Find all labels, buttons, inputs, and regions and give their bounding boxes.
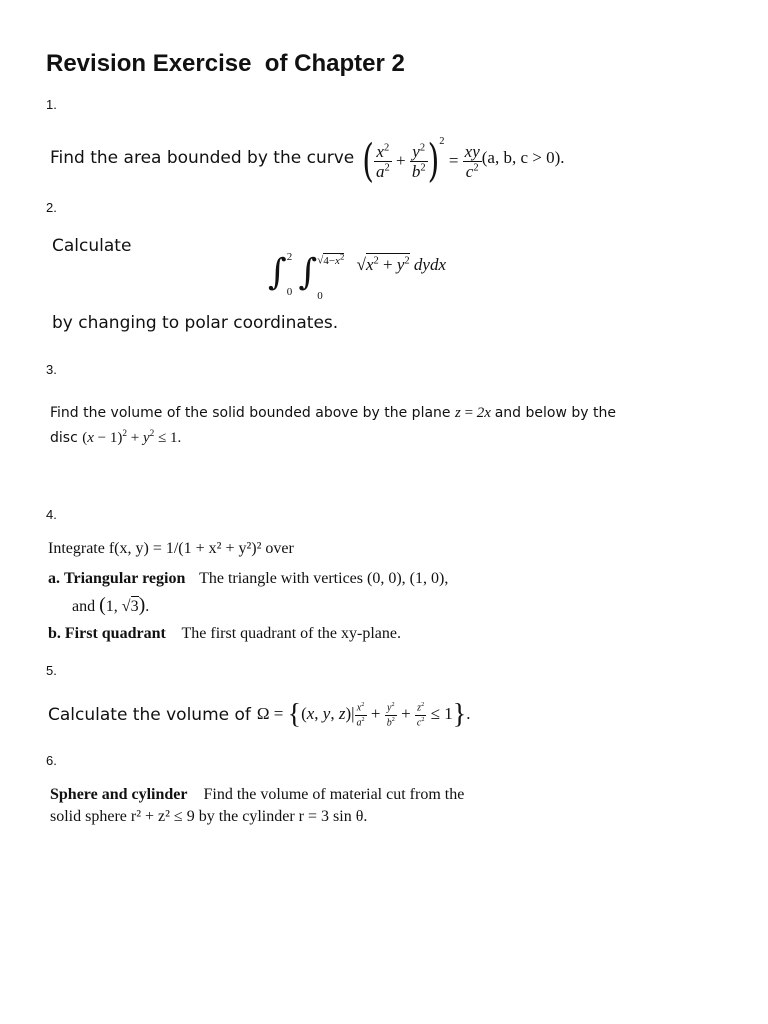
question-6-text: Find the volume of material cut from the bbox=[203, 786, 465, 803]
question-6-line-2: solid sphere r² + z² ≤ 9 by the cylinder r = 3 sin θ. bbox=[50, 808, 368, 825]
part-a-text: The triangle with vertices (0, 0), (1, 0), bbox=[199, 570, 449, 587]
question-6-title: Sphere and cylinder bbox=[50, 786, 188, 803]
question-1-text: Find the area bounded by the curve bbox=[50, 148, 355, 168]
question-4-intro: Integrate f(x, y) = 1/(1 + x² + y²)² over bbox=[48, 540, 294, 557]
question-number-2: 2. bbox=[46, 200, 57, 215]
question-3-text: Find the volume of the solid bounded above by the plane bbox=[50, 405, 451, 421]
question-1-condition: (a, b, c > 0). bbox=[481, 148, 565, 167]
question-number-1: 1. bbox=[46, 97, 57, 112]
question-2-integral: ∫ 2 0 ∫ $√4-x^2$ 0 $√x^2 + y^2$ dydx bbox=[268, 251, 446, 302]
question-3-line-1: Find the volume of the solid bounded above by the plane z = 2x and below by the bbox=[50, 405, 616, 421]
question-6-line-1 bbox=[50, 786, 464, 804]
question-5-text: Calculate the volume of bbox=[48, 705, 251, 725]
question-3-line-2: disc $(x - 1)^2 + y^2 \le 1$. bbox=[50, 429, 182, 446]
part-b-text: The first quadrant of the xy-plane. bbox=[181, 625, 402, 642]
question-4-part-b bbox=[48, 625, 401, 643]
question-2-outro: by changing to polar coordinates. bbox=[52, 313, 339, 333]
question-4-part-a-continued: and (1, √3). bbox=[72, 594, 150, 616]
question-5-set: Ω = {(x, y, z)| $\frac{x^2}{a^2}$ + $\frac{y^2}{b^2}$ + $\frac{z^2}{c^2}$ ≤ 1}. bbox=[256, 699, 471, 730]
question-4-part-a bbox=[48, 570, 448, 588]
part-a-title: Triangular region bbox=[64, 570, 186, 587]
part-a-text-2: and bbox=[72, 598, 96, 615]
question-number-3: 3. bbox=[46, 362, 57, 377]
part-a-label: a. bbox=[48, 570, 60, 587]
question-1-equation: ( $\frac{x^2}{a^2}$ + $\frac{y^2}{b^2}$ )$^2$ = $\frac{xy}{c^2}$ bbox=[362, 135, 480, 189]
page-title: Revision Exercise of Chapter 2 bbox=[46, 50, 405, 77]
question-number-6: 6. bbox=[46, 753, 57, 768]
question-2-intro: Calculate bbox=[52, 236, 132, 256]
question-3-disc-label: disc bbox=[50, 430, 78, 446]
question-2-differential: dydx bbox=[413, 255, 446, 274]
part-b-label: b. bbox=[48, 625, 61, 642]
question-1 bbox=[50, 128, 565, 188]
question-number-5: 5. bbox=[46, 663, 57, 678]
question-number-4: 4. bbox=[46, 507, 57, 522]
question-3-text-end: and below by the bbox=[494, 405, 616, 421]
part-b-title: First quadrant bbox=[64, 625, 166, 642]
question-5 bbox=[48, 693, 471, 737]
